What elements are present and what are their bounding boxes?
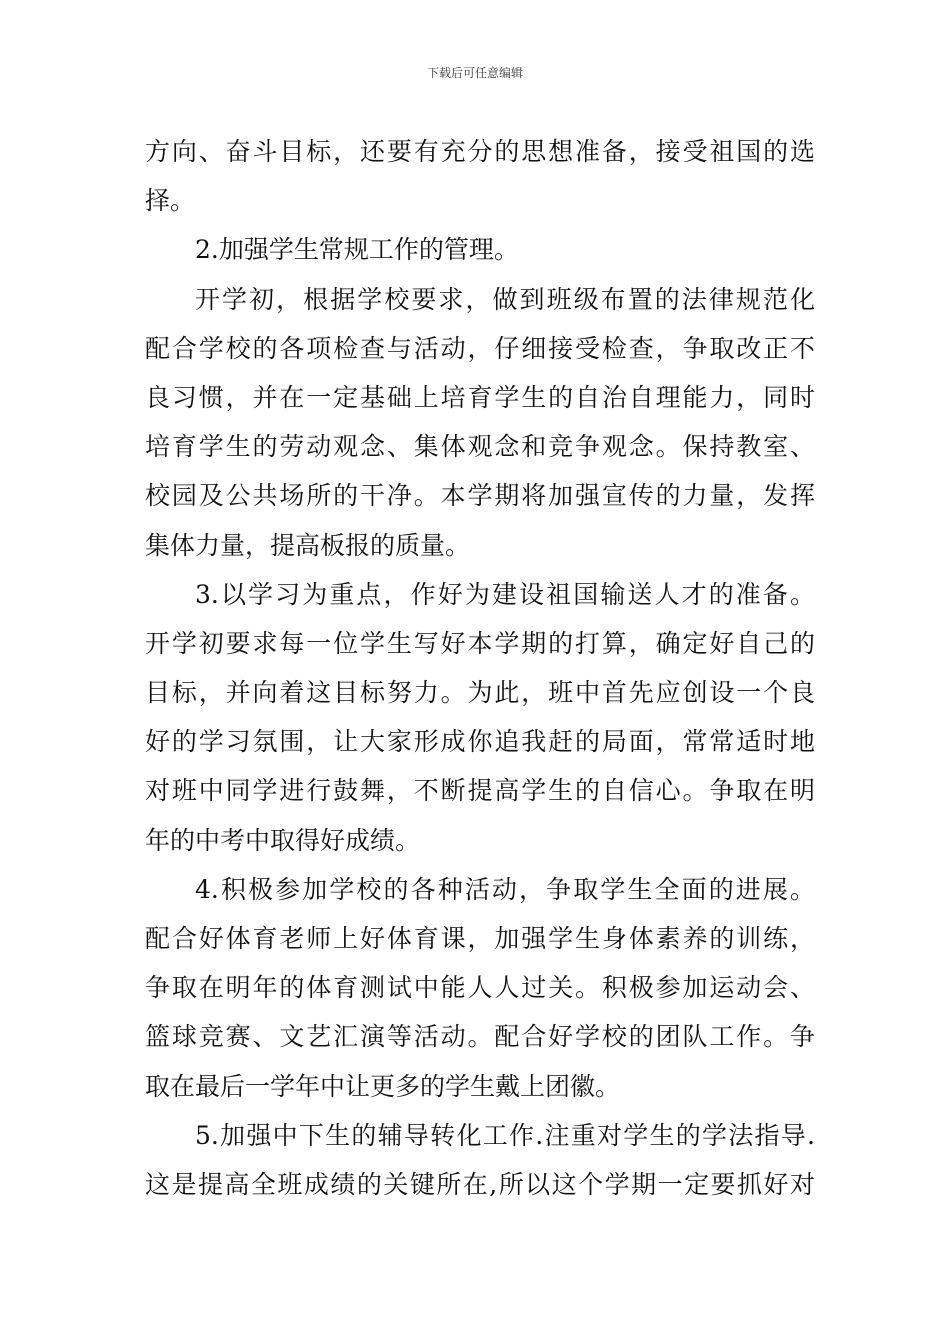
text-line: 好的学习氛围，让大家形成你追我赶的局面，常常适时地 bbox=[145, 727, 815, 757]
text-line: 对班中同学进行鼓舞，不断提高学生的自信心。争取在明 bbox=[145, 776, 815, 806]
text-line: 取在最后一学年中让更多的学生戴上团徽。 bbox=[145, 1071, 621, 1101]
text-line: 开学初要求每一位学生写好本学期的打算，确定好自己的 bbox=[145, 628, 815, 658]
text-line: 这是提高全班成绩的关键所在,所以这个学期一定要抓好对 bbox=[145, 1169, 815, 1199]
text-line: 4.积极参加学校的各种活动，争取学生全面的进展。 bbox=[195, 874, 815, 904]
text-line: 集体力量，提高板报的质量。 bbox=[145, 530, 471, 560]
text-line: 配合好体育老师上好体育课，加强学生身体素养的训练， bbox=[145, 924, 815, 953]
text-line: 5.加强中下生的辅导转化工作.注重对学生的学法指导. bbox=[195, 1120, 815, 1150]
text-line: 良习惯，并在一定基础上培育学生的自治自理能力，同时 bbox=[145, 382, 815, 412]
text-line: 配合学校的各项检查与活动，仔细接受检查，争取改正不 bbox=[145, 333, 815, 363]
text-line: 篮球竞赛、文艺汇演等活动。配合好学校的团队工作。争 bbox=[145, 1022, 815, 1052]
text-line: 目标，并向着这目标努力。为此，班中首先应创设一个良 bbox=[145, 678, 815, 708]
text-line: 年的中考中取得好成绩。 bbox=[145, 825, 421, 855]
document-body bbox=[145, 127, 815, 1209]
text-line: 3.以学习为重点，作好为建设祖国输送人才的准备。 bbox=[195, 579, 815, 609]
text-line: 方向、奋斗目标，还要有充分的思想准备，接受祖国的选 bbox=[145, 137, 815, 166]
text-line: 争取在明年的体育测试中能人人过关。积极参加运动会、 bbox=[145, 973, 815, 1003]
text-line: 择。 bbox=[145, 186, 196, 216]
text-line: 开学初，根据学校要求，做到班级布置的法律规范化 bbox=[195, 284, 815, 314]
page-header-note: 下载后可任意编辑 bbox=[426, 66, 523, 80]
text-line: 校园及公共场所的干净。本学期将加强宣传的力量，发挥 bbox=[145, 481, 815, 511]
text-line: 培育学生的劳动观念、集体观念和竞争观念。保持教室、 bbox=[145, 432, 815, 462]
text-line: 2.加强学生常规工作的管理。 bbox=[195, 235, 519, 265]
